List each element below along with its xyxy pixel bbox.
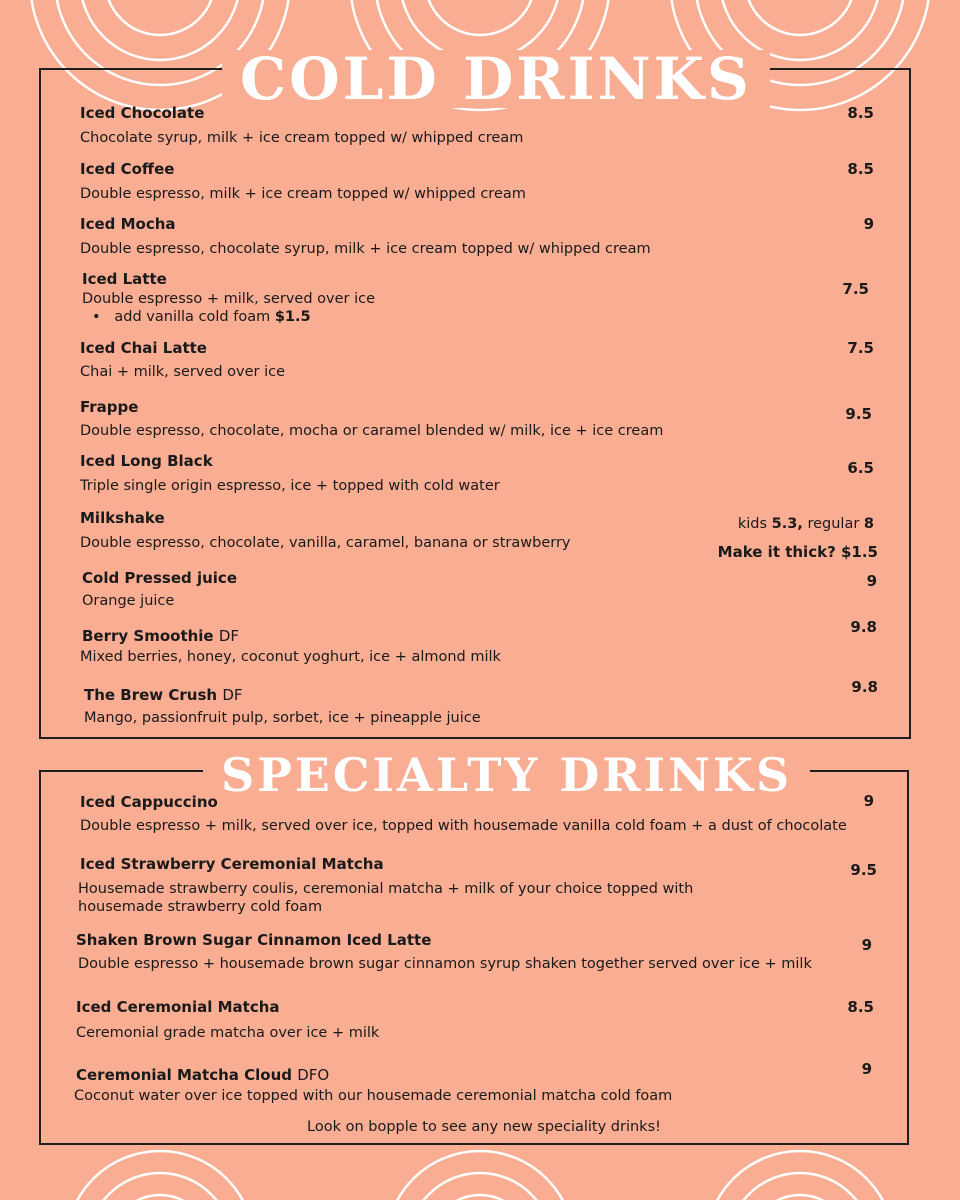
item-price: 8.5 xyxy=(847,998,874,1016)
item-name: Iced Mocha xyxy=(80,215,176,233)
item-name: Iced Chocolate xyxy=(80,104,205,122)
item-price: 9 xyxy=(861,1060,872,1078)
thick-note: Make it thick? $1.5 xyxy=(717,543,878,561)
item-name: Frappe xyxy=(80,398,139,416)
item-title: Ceremonial Matcha Cloud xyxy=(76,1066,292,1084)
item-price: 9.8 xyxy=(850,618,877,636)
item-name: Milkshake xyxy=(80,509,165,527)
item-name: Iced Ceremonial Matcha xyxy=(76,998,280,1016)
item-name: Cold Pressed juice xyxy=(82,569,237,587)
item-price: 9.8 xyxy=(851,678,878,696)
item-price: 9 xyxy=(861,936,872,954)
item-price: 9 xyxy=(863,215,874,233)
regular-price: 8 xyxy=(863,516,874,532)
item-description: Chai + milk, served over ice xyxy=(80,364,286,380)
item-name: Iced Coffee xyxy=(80,160,175,178)
milkshake-prices xyxy=(700,516,874,532)
item-description: Double espresso, chocolate, mocha or caramel blended w/ milk, ice + ice cream xyxy=(80,423,664,439)
item-price: 8.5 xyxy=(847,160,874,178)
item-description: Double espresso, chocolate, vanilla, caramel, banana or strawberry xyxy=(80,535,571,551)
item-price: 9 xyxy=(863,792,874,810)
cold-drinks-heading: COLD DRINKS xyxy=(222,50,770,108)
kids-price: 5.3, xyxy=(771,516,803,532)
item-description: Orange juice xyxy=(82,593,175,609)
item-description: Ceremonial grade matcha over ice + milk xyxy=(76,1025,380,1041)
dietary-tag: DF xyxy=(218,627,240,645)
addon-label: add vanilla cold foam xyxy=(114,309,271,325)
addon-bullet xyxy=(92,309,311,325)
kids-label: kids xyxy=(737,516,768,532)
footer-note: Look on bopple to see any new speciality drinks! xyxy=(307,1119,661,1135)
specialty-drinks-heading: SPECIALTY DRINKS xyxy=(203,752,810,798)
item-description: Double espresso, milk + ice cream topped w/ whipped cream xyxy=(80,186,526,202)
item-price: 9.5 xyxy=(845,405,872,423)
item-description: Double espresso, chocolate syrup, milk + ice cream topped w/ whipped cream xyxy=(80,241,651,257)
addon-price: $1.5 xyxy=(274,309,311,325)
item-title: Berry Smoothie xyxy=(82,627,214,645)
item-price: 8.5 xyxy=(847,104,874,122)
item-name: Iced Cappuccino xyxy=(80,793,218,811)
item-description: Housemade strawberry coulis, ceremonial matcha + milk of your choice topped with housemade strawberry cold foam xyxy=(78,881,694,915)
item-description: Double espresso + milk, served over ice, topped with housemade vanilla cold foam + a dust of chocolate xyxy=(80,818,847,834)
dietary-tag: DF xyxy=(222,686,243,704)
regular-label: regular xyxy=(807,516,860,532)
item-name: Iced Chai Latte xyxy=(80,339,207,357)
item-description: Chocolate syrup, milk + ice cream topped w/ whipped cream xyxy=(80,130,524,146)
dietary-tag: DFO xyxy=(297,1066,330,1084)
item-name xyxy=(84,686,243,704)
item-price: 7.5 xyxy=(842,280,869,298)
item-description: Triple single origin espresso, ice + topped with cold water xyxy=(80,478,500,494)
item-description: Mixed berries, honey, coconut yoghurt, ice + almond milk xyxy=(80,649,501,665)
item-description: Coconut water over ice topped with our housemade ceremonial matcha cold foam xyxy=(74,1088,673,1104)
item-description: Double espresso + milk, served over ice xyxy=(82,291,375,307)
bullet-dot: • xyxy=(92,309,115,325)
item-price: 9 xyxy=(866,572,877,590)
item-name xyxy=(82,627,239,645)
item-description: Double espresso + housemade brown sugar cinnamon syrup shaken together served over ice + milk xyxy=(78,956,812,972)
item-name: Iced Latte xyxy=(82,270,167,288)
item-name: Shaken Brown Sugar Cinnamon Iced Latte xyxy=(76,931,432,949)
item-price: 6.5 xyxy=(847,459,874,477)
item-description: Mango, passionfruit pulp, sorbet, ice + pineapple juice xyxy=(84,710,481,726)
item-name xyxy=(76,1066,329,1084)
item-name: Iced Long Black xyxy=(80,452,213,470)
item-price: 7.5 xyxy=(847,339,874,357)
item-name: Iced Strawberry Ceremonial Matcha xyxy=(80,855,384,873)
item-title: The Brew Crush xyxy=(84,686,218,704)
item-price: 9.5 xyxy=(850,861,877,879)
